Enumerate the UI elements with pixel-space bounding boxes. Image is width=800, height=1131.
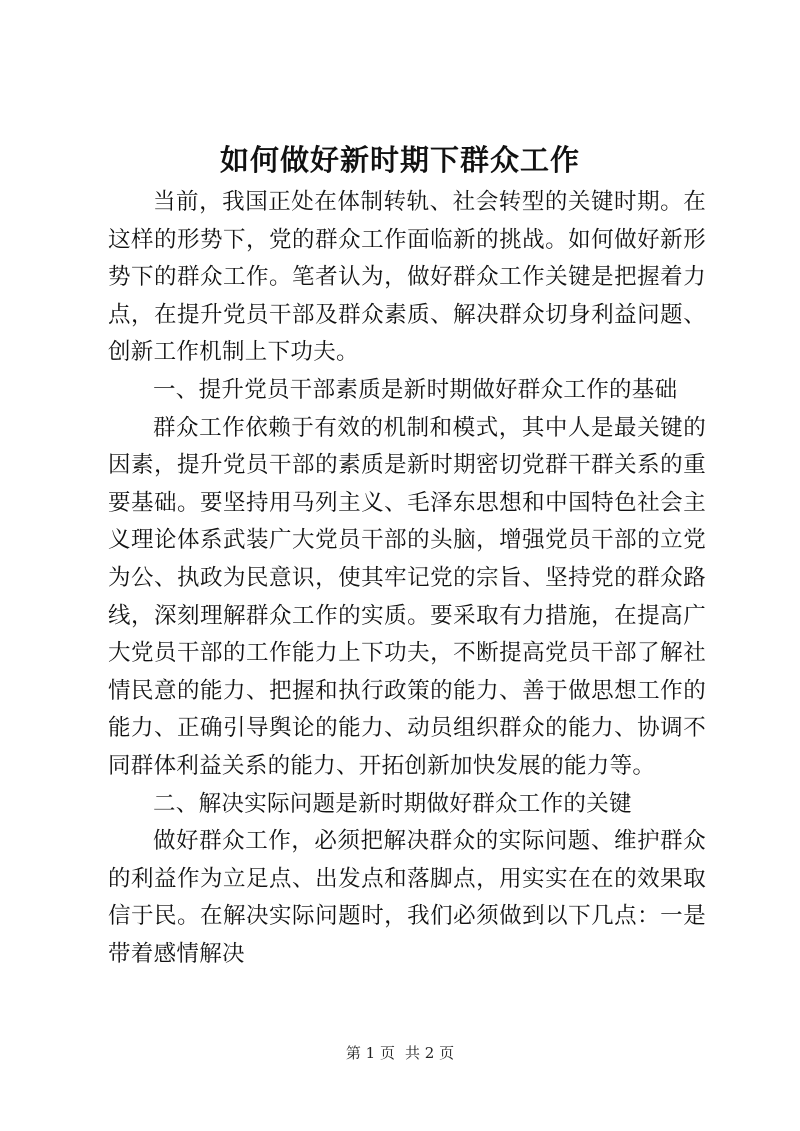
section-2-paragraph: 做好群众工作，必须把解决群众的实际问题、维护群众的利益作为立足点、出发点和落脚点，用实实在在的效果取信于民。在解决实际问题时，我们必须做到以下几点：一是带着感情解决 [108, 828, 706, 967]
section-1-paragraph: 群众工作依赖于有效的机制和模式，其中人是最关键的因素，提升党员干部的素质是新时期密切党群干群关系的重要基础。要坚持用马列主义、毛泽东思想和中国特色社会主义理论体系武装广大党员干部的头脑，增强党员干部的立党为公、执政为民意识，使其牢记党的宗旨、坚持党的群众路线，深刻理解群众工作的实质。要采取有力措施，在提高广大党员干部的工作能力上下功夫，不断提高党员干部了解社情民意的能力、把握和执行政策的能力、善于做思想工作的能力、正确引导舆论的能力、动员组织群众的能力、协调不同群体利益关系的能力、开拓创新加快发展的能力等。 [108, 414, 706, 779]
page-number: 第 1 页 [345, 1044, 395, 1062]
section-heading-2: 二、解决实际问题是新时期做好群众工作的关键 [153, 790, 632, 817]
document-body [108, 184, 706, 973]
page-footer [0, 1043, 800, 1063]
section-heading-1: 一、提升党员干部素质是新时期做好群众工作的基础 [153, 376, 678, 403]
document-title: 如何做好新时期下群众工作 [219, 143, 580, 177]
page-total: 共 2 页 [405, 1044, 455, 1062]
intro-paragraph: 当前，我国正处在体制转轨、社会转型的关键时期。在这样的形势下，党的群众工作面临新的挑战。如何做好新形势下的群众工作。笔者认为，做好群众工作关键是把握着力点，在提升党员干部及群众素质、解决群众切身利益问题、创新工作机制上下功夫。 [108, 189, 706, 366]
